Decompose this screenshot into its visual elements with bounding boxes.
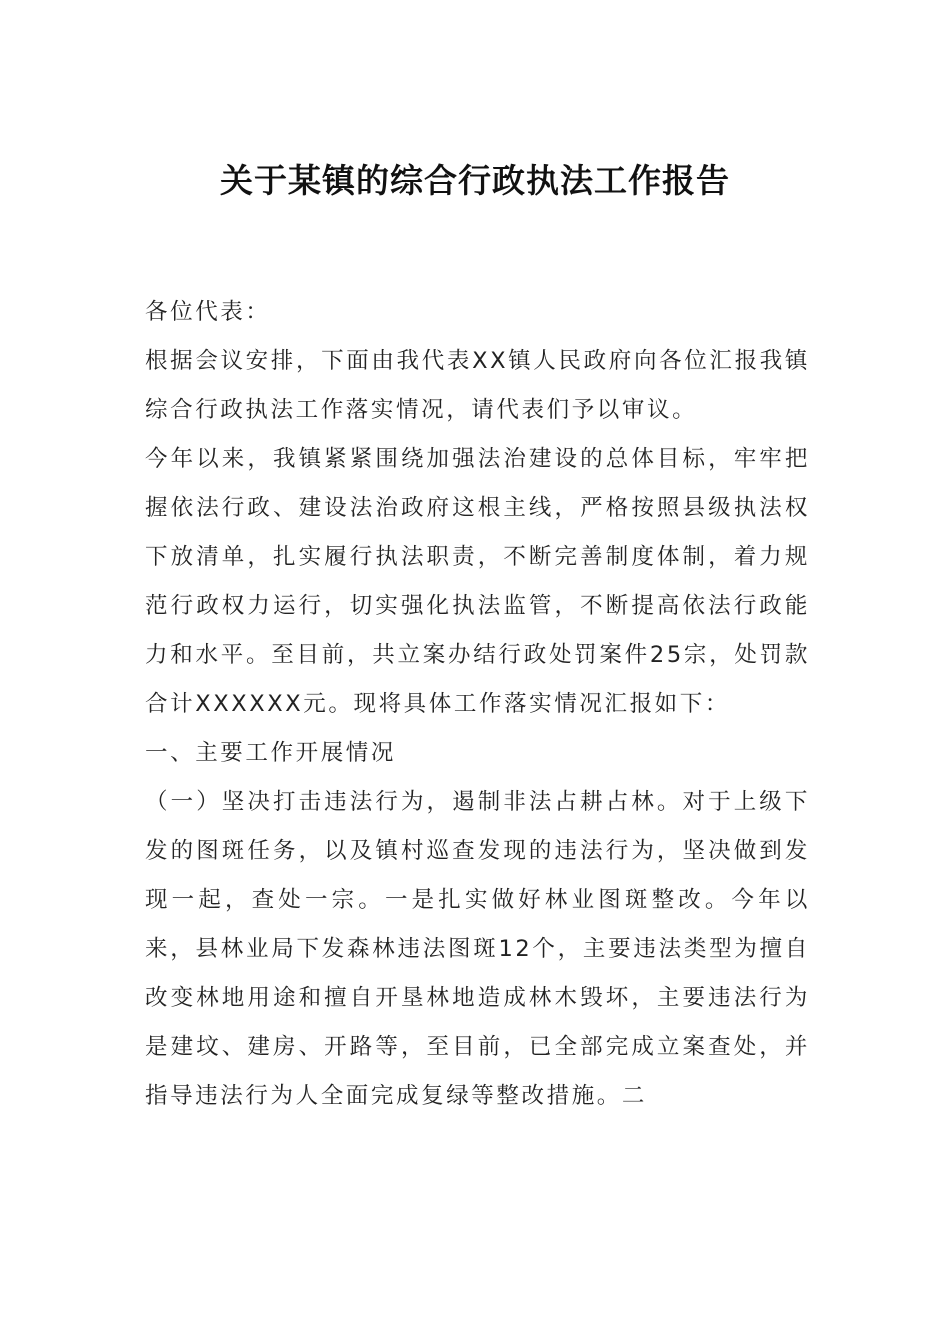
paragraph-intro: 根据会议安排，下面由我代表XX镇人民政府向各位汇报我镇综合行政执法工作落实情况，请代表们予以审议。 bbox=[145, 348, 810, 423]
paragraph-subsection-1: （一）坚决打击违法行为，遏制非法占耕占林。对于上级下发的图斑任务，以及镇村巡查发现的违法行为，坚决做到发现一起，查处一宗。一是扎实做好林业图斑整改。今年以来，县林业局下发森林违法图斑12个，主要违法类型为擅自改变林地用途和擅自开垦林地造成林木毁坏，主要违法行为是建坟、建房、开路等，至目前，已全部完成立案查处，并指导违法行为人全面完成复绿等整改措施。二 bbox=[145, 789, 810, 1109]
paragraph-summary: 今年以来，我镇紧紧围绕加强法治建设的总体目标，牢牢把握依法行政、建设法治政府这根主线，严格按照县级执法权下放清单，扎实履行执法职责，不断完善制度体制，着力规范行政权力运行，切实强化执法监管，不断提高依法行政能力和水平。至目前，共立案办结行政处罚案件25宗，处罚款合计XXXXXX元。现将具体工作落实情况汇报如下： bbox=[145, 446, 810, 717]
section-heading: 一、主要工作开展情况 bbox=[145, 740, 397, 766]
document-body bbox=[145, 288, 810, 1121]
salutation: 各位代表： bbox=[145, 299, 271, 325]
page-title: 关于某镇的综合行政执法工作报告 bbox=[220, 161, 730, 200]
